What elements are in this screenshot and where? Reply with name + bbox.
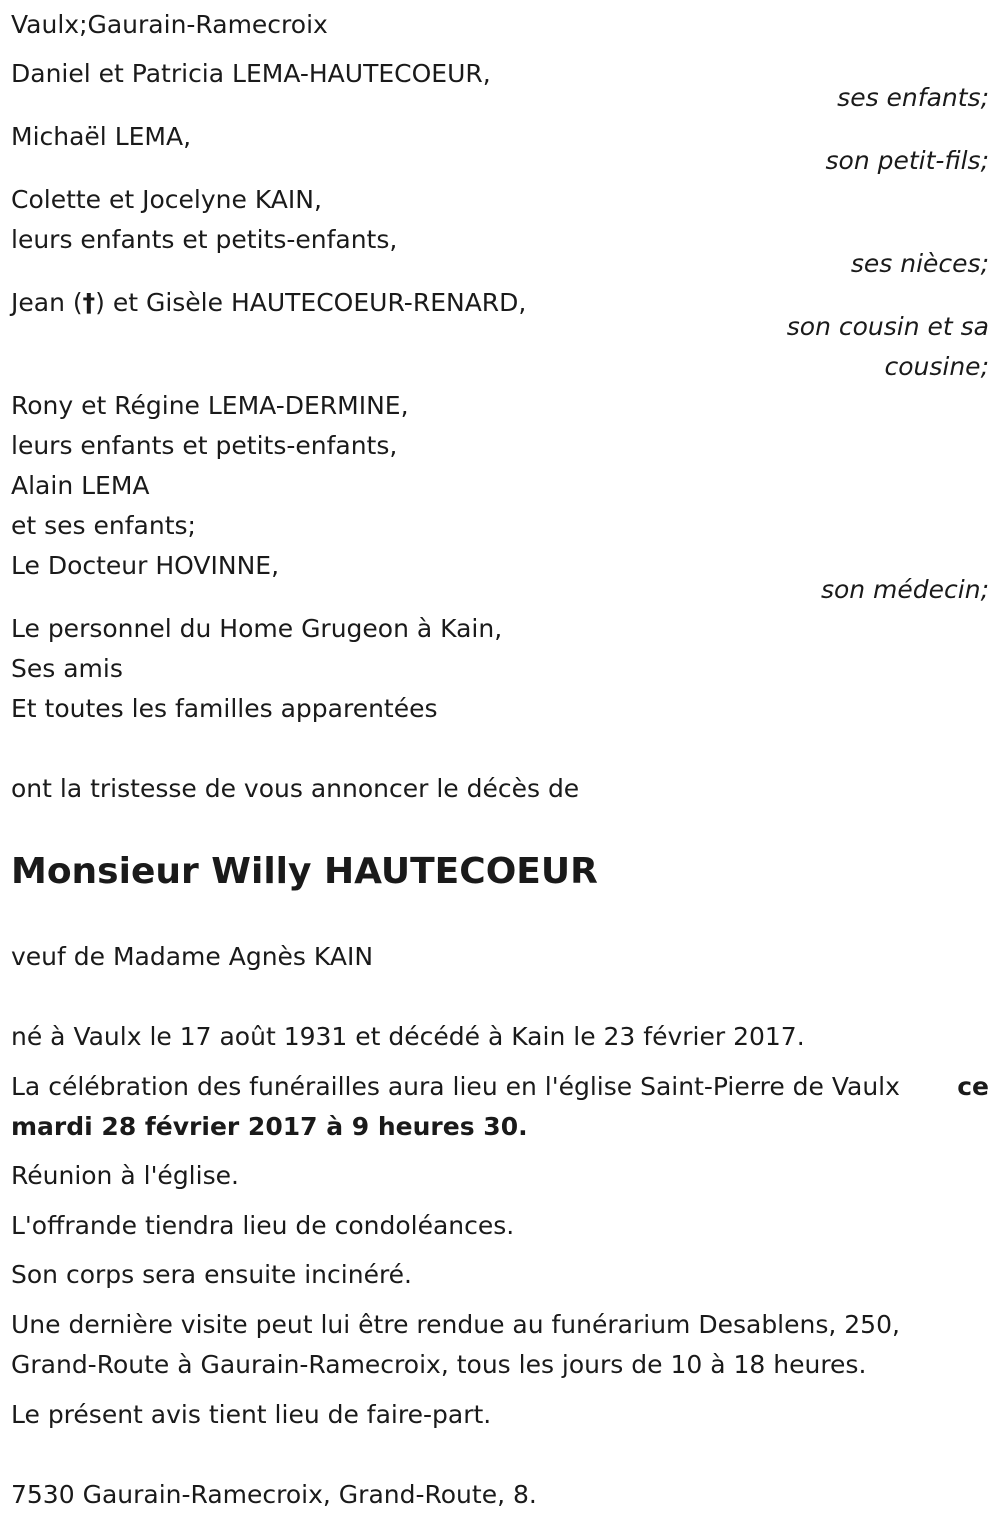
visit-line1: Une dernière visite peut lui être rendue au funérarium Desablens, 250,: [11, 1310, 900, 1339]
family-line-relatives: Et toutes les familles apparentées: [11, 694, 438, 723]
funeral-date: mardi 28 février 2017 à 9 heures 30.: [11, 1112, 528, 1141]
role-children: ses enfants;: [837, 83, 989, 112]
address: 7530 Gaurain-Ramecroix, Grand-Route, 8.: [11, 1480, 537, 1509]
cousin-name-end: ) et Gisèle HAUTECOEUR-RENARD,: [95, 288, 527, 317]
family-line-lema-dermine: Rony et Régine LEMA-DERMINE,: [11, 391, 409, 420]
cross-icon: †: [82, 288, 96, 317]
family-line-lema-dermine-children: leurs enfants et petits-enfants,: [11, 431, 398, 460]
role-grandson: son petit-fils;: [825, 146, 989, 175]
family-line-nieces: Colette et Jocelyne KAIN,: [11, 185, 322, 214]
notice: Le présent avis tient lieu de faire-part.: [11, 1400, 492, 1429]
widower-of: veuf de Madame Agnès KAIN: [11, 942, 374, 971]
offering: L'offrande tiendra lieu de condoléances.: [11, 1211, 515, 1240]
role-nieces: ses nièces;: [850, 249, 989, 278]
locality: Vaulx;Gaurain-Ramecroix: [11, 10, 328, 39]
role-cousins-line1: son cousin et sa: [786, 312, 989, 341]
cremation: Son corps sera ensuite incinéré.: [11, 1260, 413, 1289]
visit-line2: Grand-Route à Gaurain-Ramecroix, tous les jours de 10 à 18 heures.: [11, 1350, 867, 1379]
meeting: Réunion à l'église.: [11, 1161, 239, 1190]
deceased-name: Monsieur Willy HAUTECOEUR: [11, 851, 598, 892]
funeral-text: La célébration des funérailles aura lieu en l'église Saint-Pierre de Vaulx: [11, 1072, 900, 1101]
announcement: ont la tristesse de vous annoncer le décès de: [11, 774, 580, 803]
cousin-name-start: Jean (: [11, 288, 83, 317]
family-line-grandson: Michaël LEMA,: [11, 122, 192, 151]
birth-death: né à Vaulx le 17 août 1931 et décédé à Kain le 23 février 2017.: [11, 1022, 805, 1051]
funeral-line1: [11, 1072, 989, 1102]
role-cousins-line2: cousine;: [884, 352, 989, 381]
role-doctor: son médecin;: [820, 575, 989, 604]
funeral-ce: ce: [957, 1072, 989, 1101]
family-line-nieces-children: leurs enfants et petits-enfants,: [11, 225, 398, 254]
family-line-alain-children: et ses enfants;: [11, 511, 196, 540]
family-line-doctor: Le Docteur HOVINNE,: [11, 551, 280, 580]
family-line-alain: Alain LEMA: [11, 471, 150, 500]
family-line-children: Daniel et Patricia LEMA-HAUTECOEUR,: [11, 59, 491, 88]
family-line-friends: Ses amis: [11, 654, 123, 683]
family-line-cousins: [11, 288, 526, 318]
family-line-staff: Le personnel du Home Grugeon à Kain,: [11, 614, 503, 643]
